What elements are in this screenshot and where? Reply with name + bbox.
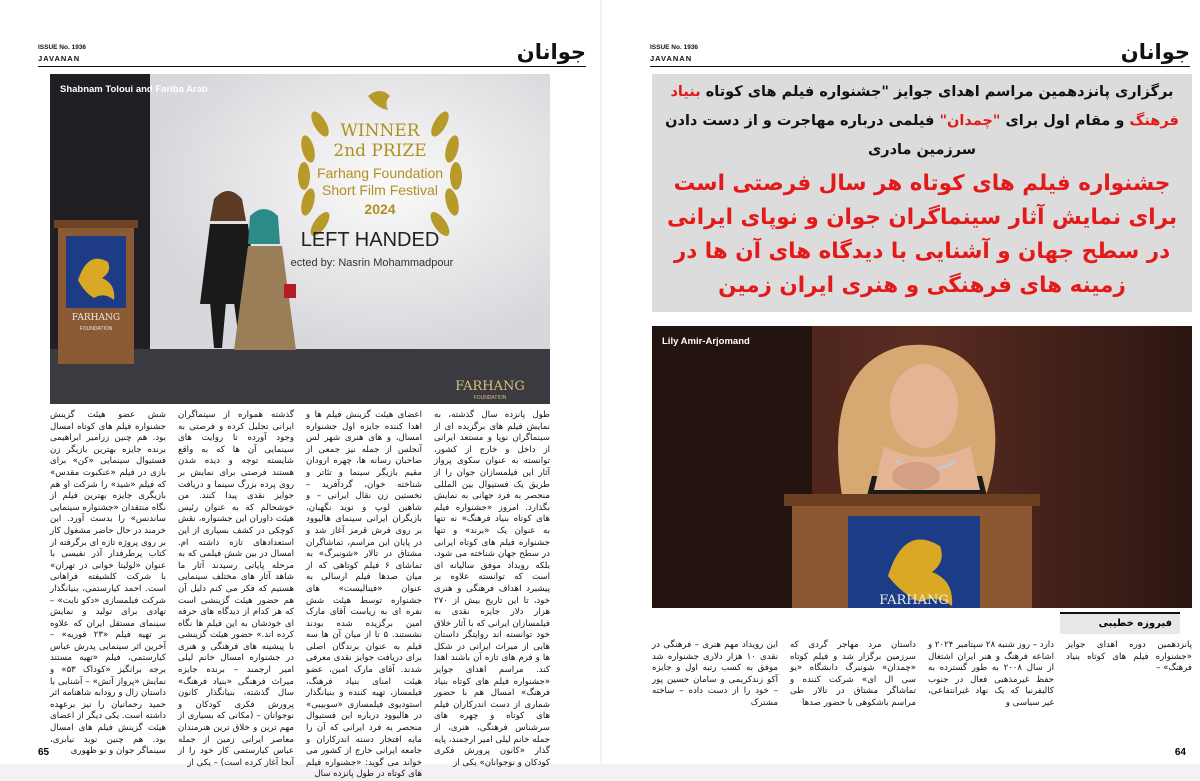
masthead-right <box>650 40 1190 70</box>
issue-number: ISSUE No. 1936 <box>650 44 699 51</box>
festival-line1: Farhang Foundation <box>316 165 444 181</box>
podium-right <box>784 494 1040 608</box>
subtitle-red2: "چمدان" <box>939 113 1001 129</box>
photo-caption-left: Shabnam Toloui and Fariba Arab <box>60 84 208 95</box>
photo-caption-right: Lily Amir-Arjomand <box>662 336 750 347</box>
column-2: اعضای هیئت گزینش فیلم ها و اهدا کننده جایزه اول جشنواره امسال، و های هنری شهر لس آنجلس از جمله نیز جمعی از صاحبان رسانه ها، چهره ارودان مقیم بازیگر سینما و تئاتر و شناخته خوان، گردآفرید – نخستین زن نقال ایرانی – و شاهین لوپ و نوید نگهبان، بازیگران ایرانی سینمای هالیوود بر روی فرش قرمز آغاز شد و در پایان این مراسم، تماشاگران مشتاق در تالار «شونبرگ» به تماشای ۶ فیلم کوتاهی که از میان صدها فیلم ارسالی به عنوان «فینالیست» های جشنواره توسط هیئت شش نفره ای به ریاست آقای مارک امین برگزیده شده بودند نشستند. ۵ تا از میان آن ها سه فیلم به عنوان برندگان اصلی برای دریافت جوایز نقدی معرفی شدند. آقای مارک امین، عضو هیئت امنای بنیاد فرهنگ، فیلمساز، تهیه کننده و بنیانگذار استودیوی فیلمسازی «سوبیبی» در هالیوود درباره این فستیوال منحصر به فرد ایرانی که آن را مایه افتخار دسته اندرکاران و جامعه ایرانی خارج از کشور می خواند می گوید: «جشنواره فیلم های کوتاه در طول پانزده سال <box>306 410 422 780</box>
festival-line2: Short Film Festival <box>322 182 438 198</box>
festival-year: 2024 <box>364 201 396 217</box>
event-photo-left <box>50 74 550 404</box>
podium-logo-sub: FOUNDATION <box>79 326 113 332</box>
column-2: دارد – روز شنبه ۲۸ سپتامبر ۲۰۲۴ و اشاعه فرهنگ و هنر ایران اشتغال از سال ۲۰۰۸ به طور گسترده به حفظ غیرمذهبی فعال در جنوب کالیفرنیا که یک نهاد غیرانتفاعی، غیر سیاسی و <box>928 640 1054 708</box>
winner-text: WINNER <box>340 121 420 141</box>
page-number-left: 65 <box>38 747 50 758</box>
author-byline: فیروزه خطیبی <box>1060 612 1180 634</box>
brand-logo: جوانان <box>1120 40 1190 64</box>
article-columns-left <box>50 410 550 780</box>
left-page <box>0 0 600 780</box>
main-headline: جشنواره فیلم های کوتاه هر سال فرصتی است برای نمایش آثار سینماگران جوان و نوپای ایرانی در سطح جهان و آشنایی با دیدگاه های آن ها در زمینه های فرهنگی و هنری ایران زمین <box>666 171 1178 298</box>
film-title: LEFT HANDED <box>300 229 440 251</box>
subtitle-red1: بنیاد فرهنگ <box>670 84 1179 129</box>
column-3: داستان مرد مهاجر گردی که سرزمین برگزار شد و فیلم کوتاه «چمدان» شونبرگ دانشگاه «یو سی ال ای» شرکت کننده و تماشاگر مشتاق در تالار طی مراسم باشکوهی با حضور صدها <box>790 640 916 708</box>
podium-left <box>54 220 138 364</box>
subtitle <box>662 78 1182 165</box>
column-1: پانزدهمین دوره اهدای جوایز «جشنواره فیلم های کوتاه بنیاد فرهنگ» – <box>1066 640 1192 674</box>
right-page <box>602 0 1200 764</box>
podium-logo-name: FARHANG <box>71 313 121 323</box>
watermark-farhang: FARHANG <box>455 379 525 394</box>
masthead-left <box>38 40 586 70</box>
stage-scene-left <box>50 74 550 404</box>
masthead-rule <box>38 66 586 67</box>
masthead-rule <box>650 66 1190 67</box>
column-4: شش عضو هیئت گزینش جشنواره فیلم های کوتاه امسال بود. هم چنین زرامیر ابراهیمی برنده جایزه بهترین بازیگر زن فستیوال سینمایی «کن» برای بازی در فیلم «عنکبوت مقدس» که فیلم «شید» را شرکت او هم بازیگری جایزه بهترین فیلم از نگاه منتقدان «جشنواره سینمایی ساندنس» را بدست آورد. این خرمند در حال حاضر مشغول کار بر روی پروژه تازه ای برگرفته از کتاب پرطرفدار آذر نفیسی با عنوان «لولیتا خوانی در تهران» با شرکت کلشیفته فراهانی است. احمد کیارستمی، بنیانگذار شرکت فیلمسازی «دکو نایت» – نهادی برای تولید و نمایش سینمای مستقل ایران که علاوه بر تهیه فیلم «۲۳ فوریه» – آخرین اثر سینمایی پدرش عباس کیارستمی، فیلم «تهیه مستند برجه برانگیز «کوداک ۵۳» و نمایش «پرواز آتش» – آشنایی با داستان زال و رودابه شاهنامه اثر حمید رحمانیان را نیز برعهده داشته است. یکی دیگر از اعضای هیئت گزینش فیلم های امسال بود. هم چنین نوید نیابری، سینماگر جوان و نو ظهوری <box>50 410 167 757</box>
subtitle-part3: فیلمی درباره مهاجرت و از دست دادن سرزمین مادری <box>665 113 977 158</box>
brand-logo: جوانان <box>516 40 586 64</box>
event-photo-right <box>652 326 1192 608</box>
article-columns-right <box>652 640 1192 744</box>
column-3: گذشته همواره از سینماگران ایرانی تجلیل کرده و فرصتی به وجود آورده تا روایت های سینمایی آن ها که به واقع شایسته توجه و دیده شدن هستند فرصتی برای نمایش بر روی پرده بزرگ سینما و دریافت جوایز نقدی پیدا کنند. من خوشحالم که به عنوان رئیس هیئت داوران این جشنواره، نقش کوچکی در کشف بسیاری از این استعدادهای تازه داشته ام. امسال در بین شش فیلمی که به مرحله پایانی رسیدند آثار ما شاهد آثار های مختلف سینمایی هستیم که فکر می کنم دلیل آن هم حضور هیئت گزینشی است که هر کدام از دیدگاه های حرفه ای خودشان به این فیلم ها نگاه کرده اند.» حضور هیئت گزینشی با پیشینه های فرهنگی و هنری در جشنواره امسال خانم لیلی امیر ارجمند – برنده جایزه میراث فرهنگی «بنیاد فرهنگ» سال گذشته، بنیانگذار کانون پرورش فکری کودکان و نوجوانان – (مکانی که بسیاری از مهم ترین و خلاق ترین هنرمندان معاصر ایرانی زمین از جمله عباس کیارستمی کار خود را از آنجا آغاز کرده است) – یکی از <box>178 410 294 768</box>
director-credit: ected by: Nasrin Mohammadpour <box>290 257 454 269</box>
headline-box <box>652 74 1192 312</box>
watermark-sub: FOUNDATION <box>473 395 507 401</box>
column-1: طول پانزده سال گذشته، به نمایش فیلم های برگزیده ای از سینماگران نوپا و مستعد ایرانی از داخل و خارج از کشور، توانسته به عنوان سکوی پرواز آثار این فیلمسازان جوان را از طریق یک فستیوال بین المللی منحصر به فرد جهانی به نمایش بگذارد. امروز «جشنواره فیلم های کوتاه بنیاد فرهنگ» نه تنها به عنوان یک «برند» و تنها جشنواره فیلم های کوتاه ایرانی در سطح جهان شناخته می شود، بلکه رویداد موفق سالیانه ای است که توانسته علاوه بر پیشبرد اهداف فرهنگی و هنری خود، تا این تاریخ بیش از ۲۷۰ هزار دلار جایزه نقدی به فیلمسازان ایرانی که با آثار خلاق خود توانسته اند روایتگر داستان هایی از میراث ایرانی در شکل ها و فرم های تازه آن باشند اهدا کند. مراسم اهدای جوایز «جشنواره فیلم های کوتاه بنیاد فرهنگ» امسال هم با حضور شماری از دست اندرکاران فیلم های کوتاه و چهره های سرشناس فرهنگی، هنری، از جمله خانم لیلی امیر ارجمند، پایه گذار «کانون پرورش فکری کودکان و نوجوانان» یکی از <box>434 410 550 768</box>
issue-number: ISSUE No. 1936 <box>38 44 87 51</box>
subtitle-part2: و مقام اول برای <box>1005 113 1125 129</box>
column-4: این رویداد مهم هنری – فرهنگی در نقدی ۱۰ هزار دلاری جشنواره شد موفق به کسب رتبه اول و جایزه آکو زندکریمی و سامان حسین پور – خود را از دست داده – ساخته مشترک <box>652 640 778 708</box>
page-number-right: 64 <box>1174 747 1186 758</box>
brand-latin: JAVANAN <box>38 54 81 63</box>
prize-text: 2nd PRIZE <box>333 141 427 161</box>
subtitle-part1: برگزاری پانزدهمین مراسم اهدای جوایز "جشنواره فیلم های کوتاه <box>705 84 1174 100</box>
podium-logo-name: FARHANG <box>879 593 949 608</box>
brand-latin: JAVANAN <box>650 54 693 63</box>
stage-scene-right <box>652 326 1192 608</box>
